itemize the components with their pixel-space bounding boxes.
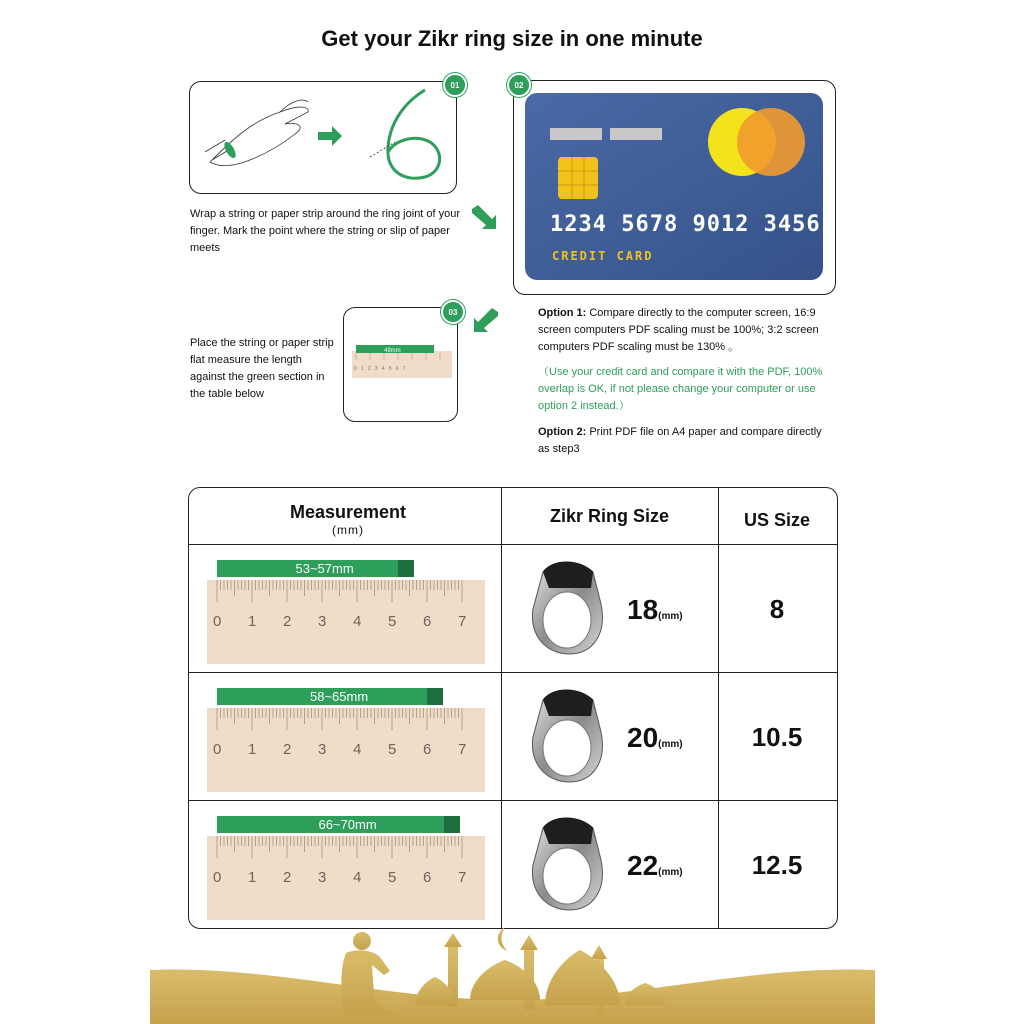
ruler-tick-label: 0	[213, 613, 222, 630]
option-note: （Use your credit card and compare it with the PDF, 100% overlap is OK, if not please change your computer or use option 2 instead.）	[538, 366, 823, 412]
step3-badge: 03	[441, 300, 465, 324]
ring-size-number: 18	[627, 594, 659, 625]
ring-size-number: 20	[627, 722, 659, 753]
option1-text: Compare directly to the computer screen, 16:9 screen computers PDF scaling must be 100%; 3:2 screen computers PDF scaling must be 130% 。	[538, 307, 819, 353]
header-ring-size: Zikr Ring Size	[549, 506, 670, 526]
ruler-tick-label: 2	[283, 613, 292, 630]
header-measurement	[189, 502, 507, 537]
header-measurement-unit: (mm)	[332, 523, 364, 537]
card-label: CREDIT CARD	[552, 249, 654, 263]
ring-size-value	[627, 850, 683, 882]
header-measurement-label: Measurement	[289, 502, 407, 522]
measurement-range: 53~57mm	[295, 561, 354, 576]
option2-label: Option 2:	[538, 426, 587, 438]
measurement-range: 58~65mm	[310, 689, 369, 704]
ring-icon	[523, 554, 613, 666]
step3-box	[343, 307, 458, 422]
step2-box	[513, 80, 836, 295]
ring-icon	[523, 810, 613, 922]
arrow-icon-step1-to-2	[470, 205, 500, 231]
ruler-tick-label: 5	[388, 613, 397, 630]
ruler-tick-label: 1	[248, 741, 257, 758]
ruler-tick-label: 0	[213, 869, 222, 886]
mini-ruler-illustration	[344, 308, 457, 421]
ruler-tick-label: 6	[423, 613, 432, 630]
measurement-ruler	[203, 810, 503, 920]
step1-box	[189, 81, 457, 194]
credit-card-illustration	[514, 81, 835, 294]
measurement-range: 66~70mm	[318, 817, 377, 832]
ruler-tick-label: 4	[353, 613, 362, 630]
ruler-tick-label: 7	[458, 613, 467, 630]
measurement-ruler	[203, 554, 503, 664]
option1-label: Option 1:	[538, 307, 587, 319]
ruler-tick-label: 4	[353, 869, 362, 886]
ruler-tick-label: 2	[283, 869, 292, 886]
ring-size-unit: (mm)	[658, 611, 683, 622]
ruler-tick-label: 2	[283, 741, 292, 758]
step1-badge: 01	[443, 73, 467, 97]
ring-size-number: 22	[627, 850, 659, 881]
us-size-value: 10.5	[751, 722, 803, 752]
header-us-size: US Size	[743, 510, 811, 530]
ruler-tick-label: 3	[318, 741, 327, 758]
step2-badge: 02	[507, 73, 531, 97]
ruler-tick-label: 6	[423, 741, 432, 758]
arrow-icon-step2-to-3	[470, 308, 500, 334]
ruler-tick-label: 4	[353, 741, 362, 758]
ruler-tick-label: 3	[318, 613, 327, 630]
ruler-tick-label: 5	[388, 741, 397, 758]
measurement-ruler	[203, 682, 503, 792]
ring-size-value	[627, 722, 683, 754]
ruler-tick-label: 7	[458, 869, 467, 886]
mosque-silhouette-decoration	[150, 925, 875, 1024]
card-number: 1234 5678 9012 3456	[550, 212, 821, 237]
ruler-tick-label: 1	[248, 869, 257, 886]
option1	[538, 305, 823, 356]
ruler-tick-label: 3	[318, 869, 327, 886]
us-size-value: 8	[769, 594, 785, 624]
ruler-tick-label: 7	[458, 741, 467, 758]
option2-text: Print PDF file on A4 paper and compare directly as step3	[538, 426, 822, 455]
svg-text:0 1 2 3 4 5 6 7: 0 1 2 3 4 5 6 7	[354, 366, 406, 372]
ring-size-unit: (mm)	[658, 739, 683, 750]
size-table	[188, 487, 838, 929]
ring-size-unit: (mm)	[658, 867, 683, 878]
ruler-tick-label: 1	[248, 613, 257, 630]
ruler-tick-label: 5	[388, 869, 397, 886]
ruler-tick-label: 6	[423, 869, 432, 886]
ring-icon	[523, 682, 613, 794]
mini-bar-label: 49mm	[384, 348, 401, 354]
ring-size-value	[627, 594, 683, 626]
step1-text: Wrap a string or paper strip around the ring joint of your finger. Mark the point where the string or slip of paper meets	[190, 208, 461, 254]
page-title: Get your Zikr ring size in one minute	[321, 26, 703, 51]
us-size-value: 12.5	[751, 850, 803, 880]
finger-string-illustration	[190, 82, 456, 193]
ruler-tick-label: 0	[213, 741, 222, 758]
option2	[538, 424, 823, 458]
step3-text: Place the string or paper strip flat measure the length against the green section in the table below	[190, 337, 334, 400]
